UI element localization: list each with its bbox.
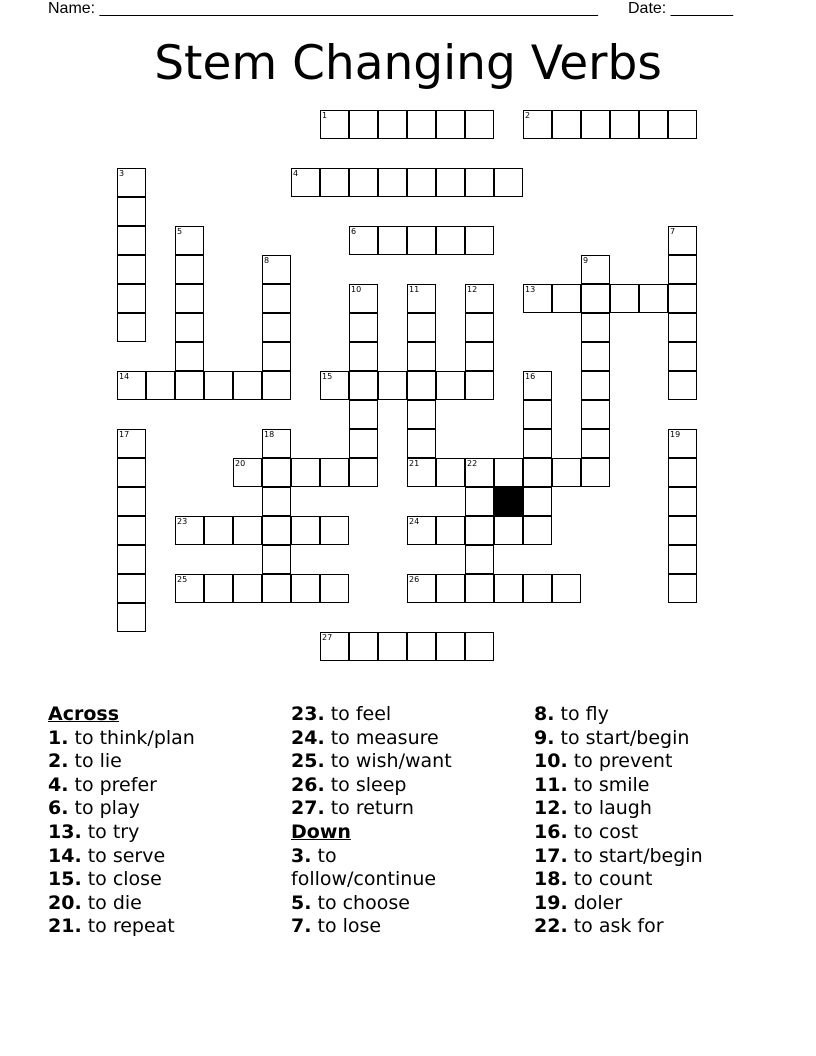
grid-cell[interactable]	[117, 516, 146, 545]
clue-number: 26	[409, 575, 420, 584]
grid-cell[interactable]	[668, 110, 697, 139]
grid-cell[interactable]	[668, 545, 697, 574]
grid-cell[interactable]	[117, 371, 146, 400]
clue-number: 13	[525, 285, 536, 294]
grid-cell[interactable]	[320, 574, 349, 603]
clue-number: 15	[322, 372, 333, 381]
grid-cell[interactable]	[349, 429, 378, 458]
clue-item	[48, 774, 288, 798]
grid-cell[interactable]	[581, 110, 610, 139]
clue-item-number: 9.	[534, 726, 555, 749]
grid-cell[interactable]	[523, 429, 552, 458]
grid-cell[interactable]	[436, 516, 465, 545]
grid-cell[interactable]	[117, 487, 146, 516]
clue-number: 27	[322, 633, 333, 642]
date-field-label: Date: _______	[628, 0, 733, 17]
clue-item-number: 15.	[48, 868, 82, 891]
grid-cell[interactable]	[117, 429, 146, 458]
grid-cell[interactable]	[407, 574, 436, 603]
clue-item-text: to sleep	[324, 773, 407, 796]
grid-cell[interactable]	[320, 371, 349, 400]
clue-number: 20	[235, 459, 246, 468]
clue-item	[48, 845, 288, 869]
grid-cell[interactable]	[581, 458, 610, 487]
grid-cell[interactable]	[378, 226, 407, 255]
page-title: Stem Changing Verbs	[154, 36, 662, 91]
grid-cell[interactable]	[465, 574, 494, 603]
grid-cell[interactable]	[204, 574, 233, 603]
grid-cell[interactable]	[668, 574, 697, 603]
grid-cell[interactable]	[465, 632, 494, 661]
name-field-label: Name: ________________________________________________________	[48, 0, 598, 17]
clue-item	[534, 821, 774, 845]
grid-cell[interactable]	[523, 284, 552, 313]
grid-cell[interactable]	[175, 313, 204, 342]
black-cell	[494, 487, 523, 516]
grid-cell[interactable]	[465, 516, 494, 545]
clue-item-number: 24.	[291, 726, 325, 749]
grid-cell[interactable]	[320, 632, 349, 661]
grid-cell[interactable]	[349, 284, 378, 313]
grid-cell[interactable]	[320, 168, 349, 197]
clue-item	[48, 821, 288, 845]
clue-number: 3	[119, 169, 125, 178]
grid-cell[interactable]	[436, 110, 465, 139]
clue-number: 7	[670, 227, 676, 236]
grid-cell[interactable]	[668, 458, 697, 487]
grid-cell[interactable]	[349, 110, 378, 139]
grid-cell[interactable]	[117, 255, 146, 284]
grid-cell[interactable]	[407, 400, 436, 429]
grid-cell[interactable]	[523, 574, 552, 603]
clue-item	[48, 892, 288, 916]
clue-item	[534, 797, 774, 821]
clue-item-number: 25.	[291, 750, 325, 773]
grid-cell[interactable]	[581, 371, 610, 400]
grid-cell[interactable]	[349, 313, 378, 342]
clue-item-text: to play	[68, 797, 140, 820]
grid-cell[interactable]	[262, 342, 291, 371]
clue-item-text: to think/plan	[68, 726, 195, 749]
clue-number: 8	[264, 256, 270, 265]
grid-cell[interactable]	[523, 371, 552, 400]
grid-cell[interactable]	[349, 342, 378, 371]
clue-item	[534, 868, 774, 892]
grid-cell[interactable]	[552, 574, 581, 603]
grid-cell[interactable]	[465, 110, 494, 139]
clue-item-number: 10.	[534, 750, 568, 773]
grid-cell[interactable]	[436, 574, 465, 603]
grid-cell[interactable]	[320, 458, 349, 487]
clue-item	[48, 797, 288, 821]
clue-item	[534, 845, 774, 869]
grid-cell[interactable]	[175, 574, 204, 603]
grid-cell[interactable]	[436, 632, 465, 661]
grid-cell[interactable]	[262, 487, 291, 516]
grid-cell[interactable]	[407, 458, 436, 487]
grid-cell[interactable]	[117, 284, 146, 313]
grid-cell[interactable]	[668, 429, 697, 458]
clue-number: 25	[177, 575, 188, 584]
clue-item-number: 4.	[48, 773, 69, 796]
clue-column-2	[291, 703, 531, 939]
clue-number: 14	[119, 372, 130, 381]
clue-item-text: to lie	[68, 750, 122, 773]
grid-cell[interactable]	[436, 226, 465, 255]
grid-cell[interactable]	[552, 110, 581, 139]
clue-item-number: 12.	[534, 797, 568, 820]
grid-cell[interactable]	[465, 226, 494, 255]
grid-cell[interactable]	[668, 371, 697, 400]
clue-number: 4	[293, 169, 299, 178]
grid-cell[interactable]	[668, 487, 697, 516]
grid-cell[interactable]	[494, 168, 523, 197]
clue-number: 6	[351, 227, 357, 236]
grid-cell[interactable]	[117, 168, 146, 197]
grid-cell[interactable]	[523, 516, 552, 545]
grid-cell[interactable]	[146, 371, 175, 400]
clue-number: 1	[322, 111, 328, 120]
grid-cell[interactable]	[117, 458, 146, 487]
grid-cell[interactable]	[465, 371, 494, 400]
clue-item-text: to return	[324, 797, 414, 820]
grid-cell[interactable]	[117, 574, 146, 603]
clue-item-number: 23.	[291, 703, 325, 725]
grid-cell[interactable]	[610, 284, 639, 313]
grid-cell[interactable]	[581, 342, 610, 371]
grid-cell[interactable]	[523, 487, 552, 516]
clue-number: 17	[119, 430, 130, 439]
grid-cell[interactable]	[262, 458, 291, 487]
clue-item-text: to choose	[311, 891, 410, 914]
clue-item-text: to serve	[81, 844, 166, 867]
grid-cell[interactable]	[233, 458, 262, 487]
grid-cell[interactable]	[407, 284, 436, 313]
clue-number: 24	[409, 517, 420, 526]
clue-item-number: 27.	[291, 797, 325, 820]
grid-cell[interactable]	[465, 168, 494, 197]
grid-cell[interactable]	[407, 632, 436, 661]
grid-cell[interactable]	[262, 284, 291, 313]
grid-cell[interactable]	[639, 110, 668, 139]
grid-cell[interactable]	[581, 284, 610, 313]
grid-cell[interactable]	[407, 429, 436, 458]
clue-item-text: to close	[81, 868, 162, 891]
grid-cell[interactable]	[668, 342, 697, 371]
clue-item-text: to start/begin	[567, 844, 703, 867]
grid-cell[interactable]	[349, 632, 378, 661]
clue-number: 18	[264, 430, 275, 439]
grid-cell[interactable]	[436, 458, 465, 487]
grid-cell[interactable]	[436, 371, 465, 400]
grid-cell[interactable]	[407, 371, 436, 400]
grid-cell[interactable]	[291, 458, 320, 487]
grid-cell[interactable]	[117, 545, 146, 574]
grid-cell[interactable]	[320, 110, 349, 139]
clue-item-text: to measure	[324, 726, 439, 749]
grid-cell[interactable]	[320, 516, 349, 545]
clue-item-number: 18.	[534, 868, 568, 891]
grid-cell[interactable]	[465, 487, 494, 516]
grid-cell[interactable]	[668, 516, 697, 545]
grid-cell[interactable]	[349, 168, 378, 197]
clue-item-number: 2.	[48, 750, 69, 773]
clue-item-text: doler	[567, 891, 623, 914]
down-heading: Down	[291, 820, 351, 843]
grid-cell[interactable]	[465, 313, 494, 342]
grid-cell[interactable]	[436, 168, 465, 197]
clue-item	[291, 774, 531, 798]
clue-item-number: 17.	[534, 844, 568, 867]
clue-item-number: 20.	[48, 891, 82, 914]
grid-cell[interactable]	[407, 313, 436, 342]
across-heading: Across	[48, 703, 120, 725]
grid-cell[interactable]	[204, 516, 233, 545]
grid-cell[interactable]	[407, 110, 436, 139]
grid-cell[interactable]	[175, 255, 204, 284]
grid-cell[interactable]	[262, 371, 291, 400]
clue-item	[291, 750, 531, 774]
grid-cell[interactable]	[523, 400, 552, 429]
clue-item	[48, 868, 288, 892]
clue-item-number: 7.	[291, 915, 312, 938]
grid-cell[interactable]	[465, 545, 494, 574]
clue-column-1	[48, 703, 288, 939]
clue-item-number: 5.	[291, 891, 312, 914]
grid-cell[interactable]	[204, 371, 233, 400]
clue-item-number: 19.	[534, 891, 568, 914]
clue-item-text: to die	[81, 891, 142, 914]
grid-cell[interactable]	[175, 371, 204, 400]
grid-cell[interactable]	[262, 516, 291, 545]
grid-cell[interactable]	[233, 516, 262, 545]
grid-cell[interactable]	[291, 168, 320, 197]
clue-item-text: to smile	[567, 773, 650, 796]
grid-cell[interactable]	[349, 226, 378, 255]
grid-cell[interactable]	[349, 458, 378, 487]
grid-cell[interactable]	[378, 110, 407, 139]
grid-cell[interactable]	[610, 110, 639, 139]
clue-item-text: to ask for	[567, 915, 664, 938]
grid-cell[interactable]	[668, 313, 697, 342]
grid-cell[interactable]	[262, 574, 291, 603]
clue-item-number: 11.	[534, 773, 568, 796]
clue-item-number: 26.	[291, 773, 325, 796]
clue-item-number: 8.	[534, 703, 555, 725]
grid-cell[interactable]	[465, 284, 494, 313]
grid-cell[interactable]	[581, 429, 610, 458]
grid-cell[interactable]	[233, 574, 262, 603]
grid-cell[interactable]	[581, 313, 610, 342]
clue-item-text: to prevent	[567, 750, 673, 773]
clue-item	[48, 915, 288, 939]
clue-item	[291, 797, 531, 821]
grid-cell[interactable]	[175, 284, 204, 313]
clue-number: 2	[525, 111, 531, 120]
clue-item-number: 3.	[291, 844, 312, 867]
grid-cell[interactable]	[494, 516, 523, 545]
clue-item	[291, 727, 531, 751]
clue-item	[291, 892, 466, 916]
grid-cell[interactable]	[262, 429, 291, 458]
clue-item	[48, 750, 288, 774]
grid-cell[interactable]	[117, 197, 146, 226]
clue-item	[534, 915, 774, 939]
clue-item-number: 22.	[534, 915, 568, 938]
grid-cell[interactable]	[639, 284, 668, 313]
grid-cell[interactable]	[262, 313, 291, 342]
grid-cell[interactable]	[175, 516, 204, 545]
clue-number: 16	[525, 372, 536, 381]
clue-item-number: 14.	[48, 844, 82, 867]
grid-cell[interactable]	[378, 632, 407, 661]
clue-item-number: 1.	[48, 726, 69, 749]
grid-cell[interactable]	[117, 226, 146, 255]
clue-item	[48, 727, 288, 751]
grid-cell[interactable]	[668, 255, 697, 284]
clue-item	[291, 915, 466, 939]
grid-cell[interactable]	[523, 458, 552, 487]
grid-cell[interactable]	[407, 226, 436, 255]
grid-cell[interactable]	[262, 255, 291, 284]
grid-cell[interactable]	[407, 168, 436, 197]
clue-item-text: to fly	[554, 703, 609, 725]
grid-cell[interactable]	[349, 400, 378, 429]
grid-cell[interactable]	[175, 342, 204, 371]
grid-cell[interactable]	[407, 516, 436, 545]
grid-cell[interactable]	[581, 400, 610, 429]
clue-item-text: to lose	[311, 915, 382, 938]
grid-cell[interactable]	[117, 603, 146, 632]
clue-item	[534, 892, 774, 916]
grid-cell[interactable]	[117, 313, 146, 342]
grid-cell[interactable]	[349, 371, 378, 400]
clue-item-text: to repeat	[81, 915, 175, 938]
clue-item-text: to laugh	[567, 797, 652, 820]
grid-cell[interactable]	[668, 226, 697, 255]
clue-number: 10	[351, 285, 362, 294]
clue-item	[534, 727, 774, 751]
clue-number: 9	[583, 256, 589, 265]
clue-item-text: to try	[81, 820, 140, 843]
clue-item	[534, 703, 774, 727]
grid-cell[interactable]	[581, 255, 610, 284]
clue-number: 23	[177, 517, 188, 526]
grid-cell[interactable]	[378, 371, 407, 400]
grid-cell[interactable]	[552, 458, 581, 487]
grid-cell[interactable]	[262, 545, 291, 574]
clue-number: 12	[467, 285, 478, 294]
clue-item-text: to prefer	[68, 773, 157, 796]
grid-cell[interactable]	[233, 371, 262, 400]
grid-cell[interactable]	[494, 458, 523, 487]
grid-cell[interactable]	[291, 574, 320, 603]
clue-item-text: to feel	[324, 703, 392, 725]
clue-number: 5	[177, 227, 183, 236]
grid-cell[interactable]	[552, 284, 581, 313]
grid-cell[interactable]	[523, 110, 552, 139]
clue-item	[291, 703, 531, 727]
clue-column-3	[534, 703, 774, 939]
clue-item	[534, 774, 774, 798]
grid-cell[interactable]	[494, 574, 523, 603]
grid-cell[interactable]	[378, 168, 407, 197]
clue-number: 22	[467, 459, 478, 468]
clue-item-number: 13.	[48, 820, 82, 843]
clue-item-text: to start/begin	[554, 726, 690, 749]
clue-item	[291, 845, 466, 892]
clue-item-text: to count	[567, 868, 653, 891]
clue-number: 11	[409, 285, 420, 294]
clue-item-text: to cost	[567, 820, 639, 843]
clue-item-text: to wish/want	[324, 750, 452, 773]
clue-item-text: to follow/continue	[291, 844, 437, 891]
grid-cell[interactable]	[175, 226, 204, 255]
grid-cell[interactable]	[291, 516, 320, 545]
clue-item-number: 16.	[534, 820, 568, 843]
grid-cell[interactable]	[668, 284, 697, 313]
clue-number: 19	[670, 430, 681, 439]
clue-item-number: 6.	[48, 797, 69, 820]
grid-cell[interactable]	[465, 458, 494, 487]
clue-item-number: 21.	[48, 915, 82, 938]
clue-number: 21	[409, 459, 420, 468]
grid-cell[interactable]	[465, 342, 494, 371]
grid-cell[interactable]	[407, 342, 436, 371]
clue-item	[534, 750, 774, 774]
